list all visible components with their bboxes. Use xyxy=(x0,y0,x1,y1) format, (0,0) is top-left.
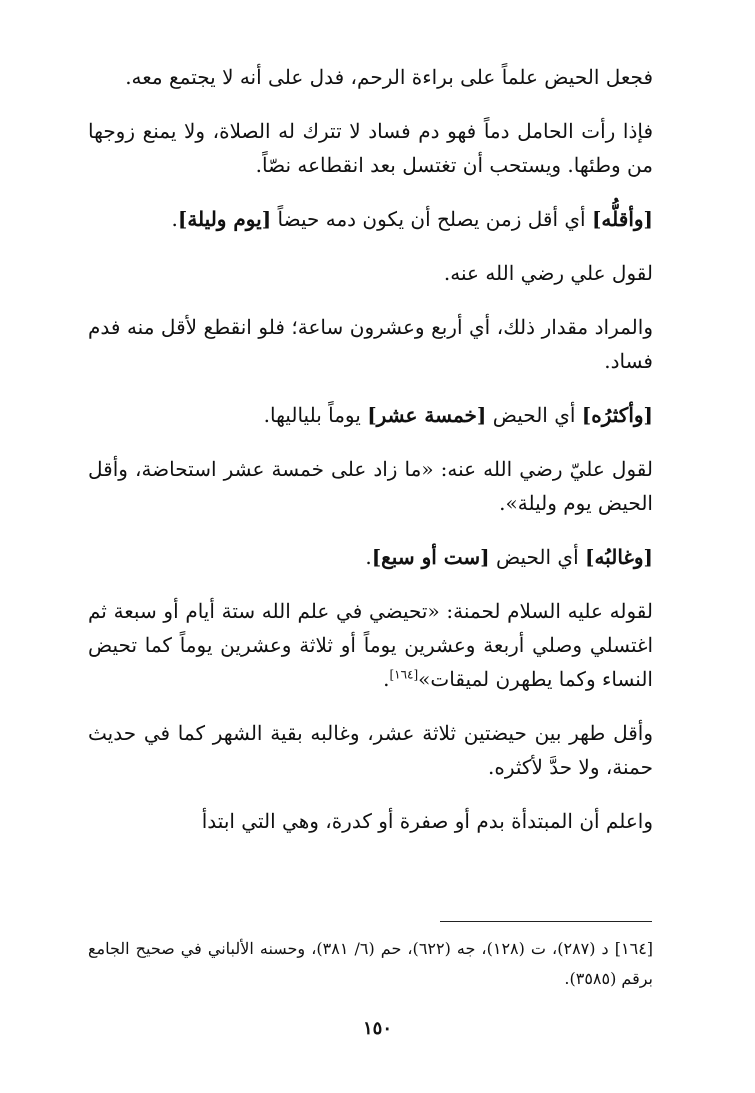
term-six-or-seven: [ست أو سبع] xyxy=(371,545,490,569)
paragraph-7: لقول عليّ رضي الله عنه: «ما زاد على خمسة عشر استحاضة، وأقل الحيض يوم وليلة». xyxy=(88,457,653,515)
paragraph-6 xyxy=(88,398,653,432)
paragraph-6-end: يوماً بلياليها. xyxy=(263,403,368,427)
paragraph-8 xyxy=(88,540,653,574)
paragraph-10: وأقل طهر بين حيضتين ثلاثة عشر، وغالبه بقية الشهر كما في حديث حمنة، ولا حدَّ لأكثره. xyxy=(88,721,653,779)
paragraph-1: فجعل الحيض علماً على براءة الرحم، فدل على أنه لا يجتمع معه. xyxy=(125,65,653,89)
term-typical: [وغالبُه] xyxy=(585,545,653,569)
paragraph-9 xyxy=(88,594,653,696)
term-fifteen: [خمسة عشر] xyxy=(367,403,487,427)
paragraph-2: فإذا رأت الحامل دماً فهو دم فساد لا تترك له الصلاة، ولا يمنع زوجها من وطئها. ويستحب أن تغتسل بعد انقطاعه نصّاً. xyxy=(88,119,653,177)
page-body xyxy=(88,60,653,858)
paragraph-3 xyxy=(88,202,653,236)
paragraph-8-text: أي الحيض xyxy=(489,545,585,569)
term-day-night: [يوم وليلة] xyxy=(177,207,272,231)
paragraph-8-end: . xyxy=(365,545,372,569)
paragraph-5: والمراد مقدار ذلك، أي أربع وعشرون ساعة؛ فلو انقطع لأقل منه فدم فساد. xyxy=(88,315,653,373)
paragraph-9-end: . xyxy=(383,667,390,691)
footnote-reference[interactable]: [١٦٤] xyxy=(389,667,419,682)
footnote: [١٦٤] د (٢٨٧)، ت (١٢٨)، جه (٦٢٢)، حم (٦/ ٣٨١)، وحسنه الألباني في صحيح الجامع برقم (٣٥٨٥). xyxy=(88,939,654,988)
paragraph-11: واعلم أن المبتدأة بدم أو صفرة أو كدرة، وهي التي ابتدأ xyxy=(201,809,653,833)
term-minimum: [وأقلُّه] xyxy=(591,207,653,231)
term-maximum: [وأكثرُه] xyxy=(581,403,653,427)
paragraph-3-end: . xyxy=(171,207,178,231)
paragraph-6-text: أي الحيض xyxy=(486,403,582,427)
paragraph-3-text: أي أقل زمن يصلح أن يكون دمه حيضاً xyxy=(271,207,592,231)
paragraph-9-text: لقوله عليه السلام لحمنة: «تحيضي في علم الله ستة أيام أو سبعة ثم اغتسلي وصلي أربعة وعشرين يوماً أو ثلاثة وعشرين يوماً كما تحيض النساء وكما يطهرن لميقات» xyxy=(88,599,653,691)
paragraph-4: لقول علي رضي الله عنه. xyxy=(443,261,653,285)
page-number: ١٥٠ xyxy=(362,1018,392,1039)
footnote-divider xyxy=(440,921,652,922)
